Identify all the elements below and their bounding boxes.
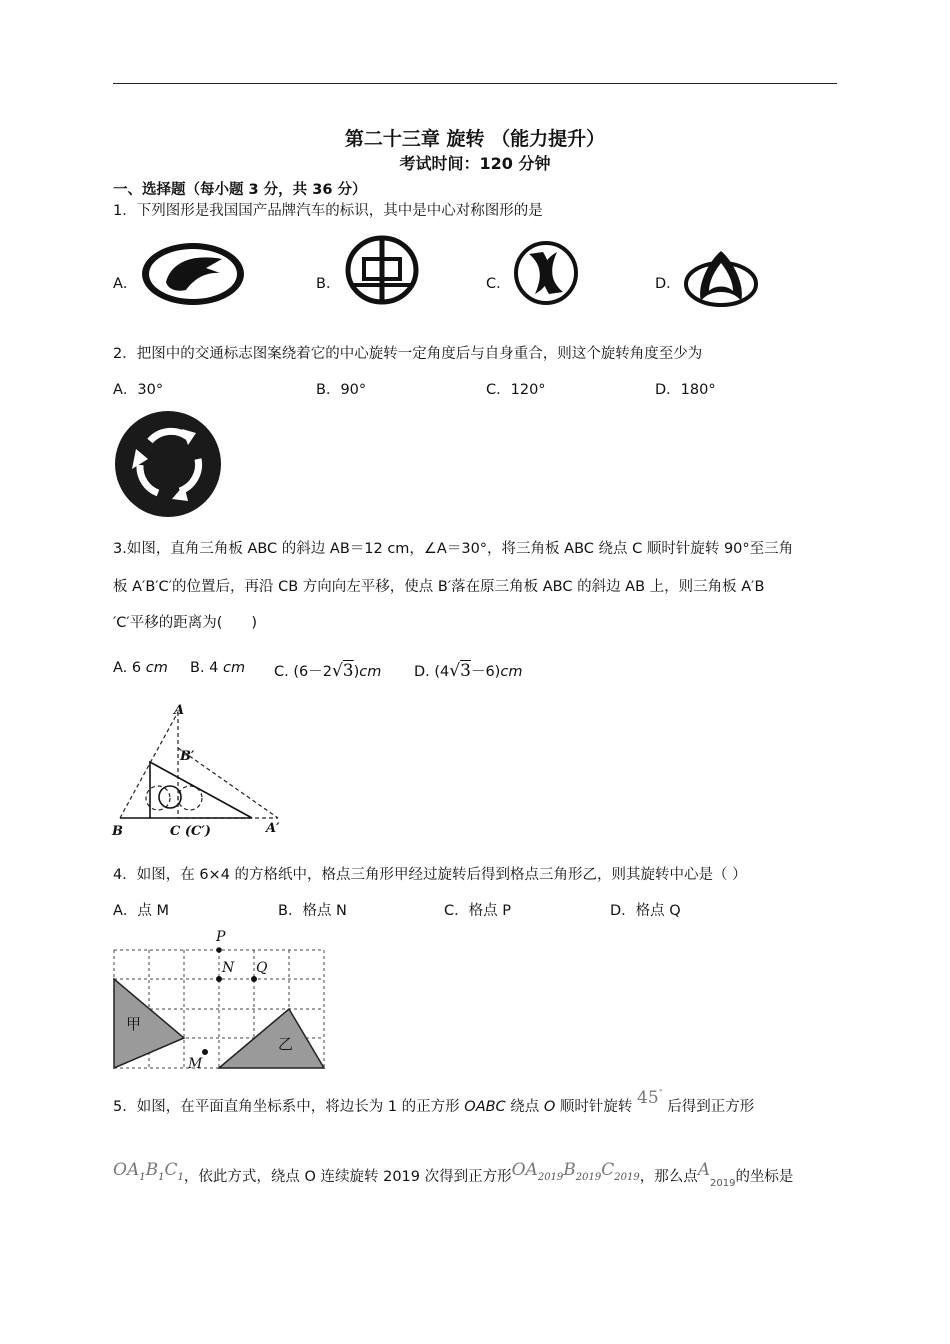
q2-option-b: B．90° [316,382,367,398]
q3-line2: 板 A′B′C′的位置后，再沿 CB 方向向左平移，使点 B′落在原三角板 ABC 的斜边 AB 上，则三角板 A′B [113,579,765,595]
q2-option-c: C．120° [486,382,546,398]
label-Aprime: A′ [266,821,280,836]
q2-option-a: A．30° [113,382,164,398]
page-title: 第二十三章 旋转 （能力提升） [344,128,606,150]
q3-option-b: B. 4 cm [190,660,246,676]
q3-line3: ′C′平移的距离为( ) [113,615,258,631]
header-rule [113,83,837,84]
q4-option-a: A．点 M [113,903,170,919]
q5-line1: 5．如图，在平面直角坐标系中，将边长为 1 的正方形 OABC 绕点 O 顺时针旋转 45° 后得到正方形 [113,1088,755,1115]
q1-option-c-label: C． [486,276,511,292]
q1-option-d-label: D． [655,276,681,292]
label-B: B [112,824,123,839]
section-heading: 一、选择题（每小题 3 分，共 36 分） [113,182,367,198]
exam-time: 考试时间：120 分钟 [399,154,551,173]
q1-logo-a [140,242,246,306]
label-Bprime: B′ [180,749,195,764]
q1-logo-c [513,240,579,306]
q4-stem: 4．如图，在 6×4 的方格纸中，格点三角形甲经过旋转后得到格点三角形乙，则其旋转中心是（ ） [113,867,747,883]
label-C: C (C′) [170,824,211,839]
q4-option-d: D．格点 Q [610,903,681,919]
q3-option-a: A. 6 cm [113,660,168,676]
q1-option-b-label: B． [316,276,341,292]
q1-stem: 1．下列图形是我国国产品牌汽车的标识，其中是中心对称图形的是 [113,203,543,219]
square-OA1B1C1: $OA_1B_1C_1$ [113,1160,184,1183]
q3-line1: 3.如图，直角三角板 ABC 的斜边 AB＝12 cm，∠A＝30°，将三角板 ABC 绕点 C 顺时针旋转 90°至三角 [113,541,794,557]
q1-logo-d [683,247,759,309]
label-M: M [188,1056,203,1072]
label-Q: Q [256,960,268,976]
q2-option-d: D．180° [655,382,716,398]
label-yi: 乙 [278,1035,294,1053]
q1-option-a-label: A． [113,276,138,292]
q4-option-b: B．格点 N [278,903,347,919]
label-A: A [174,703,185,718]
label-P: P [216,929,226,945]
q2-stem: 2．把图中的交通标志图案绕着它的中心旋转一定角度后与自身重合，则这个旋转角度至少为 [113,346,703,362]
q3-triangle-figure [110,700,292,840]
q3-option-d: D. (4√3－6)cm [414,661,523,681]
q4-option-c: C．格点 P [444,903,511,919]
roundabout-sign-icon [112,409,224,519]
square-OA2019B2019C2019: $OA_{2019}B_{2019}C_{2019}$ [511,1160,640,1183]
q3-option-c: C. (6－2√3)cm [274,661,382,681]
q5-line2: $OA_1B_1C_1$，依此方式，绕点 O 连续旋转 2019 次得到正方形$OA_{2019}B_{2019}C_{2019}$，那么点$A_{2019}$的坐标是 [113,1160,794,1189]
q4-grid-figure [110,925,330,1075]
q1-logo-b [344,235,420,305]
label-jia: 甲 [126,1015,142,1033]
label-N: N [222,960,235,976]
